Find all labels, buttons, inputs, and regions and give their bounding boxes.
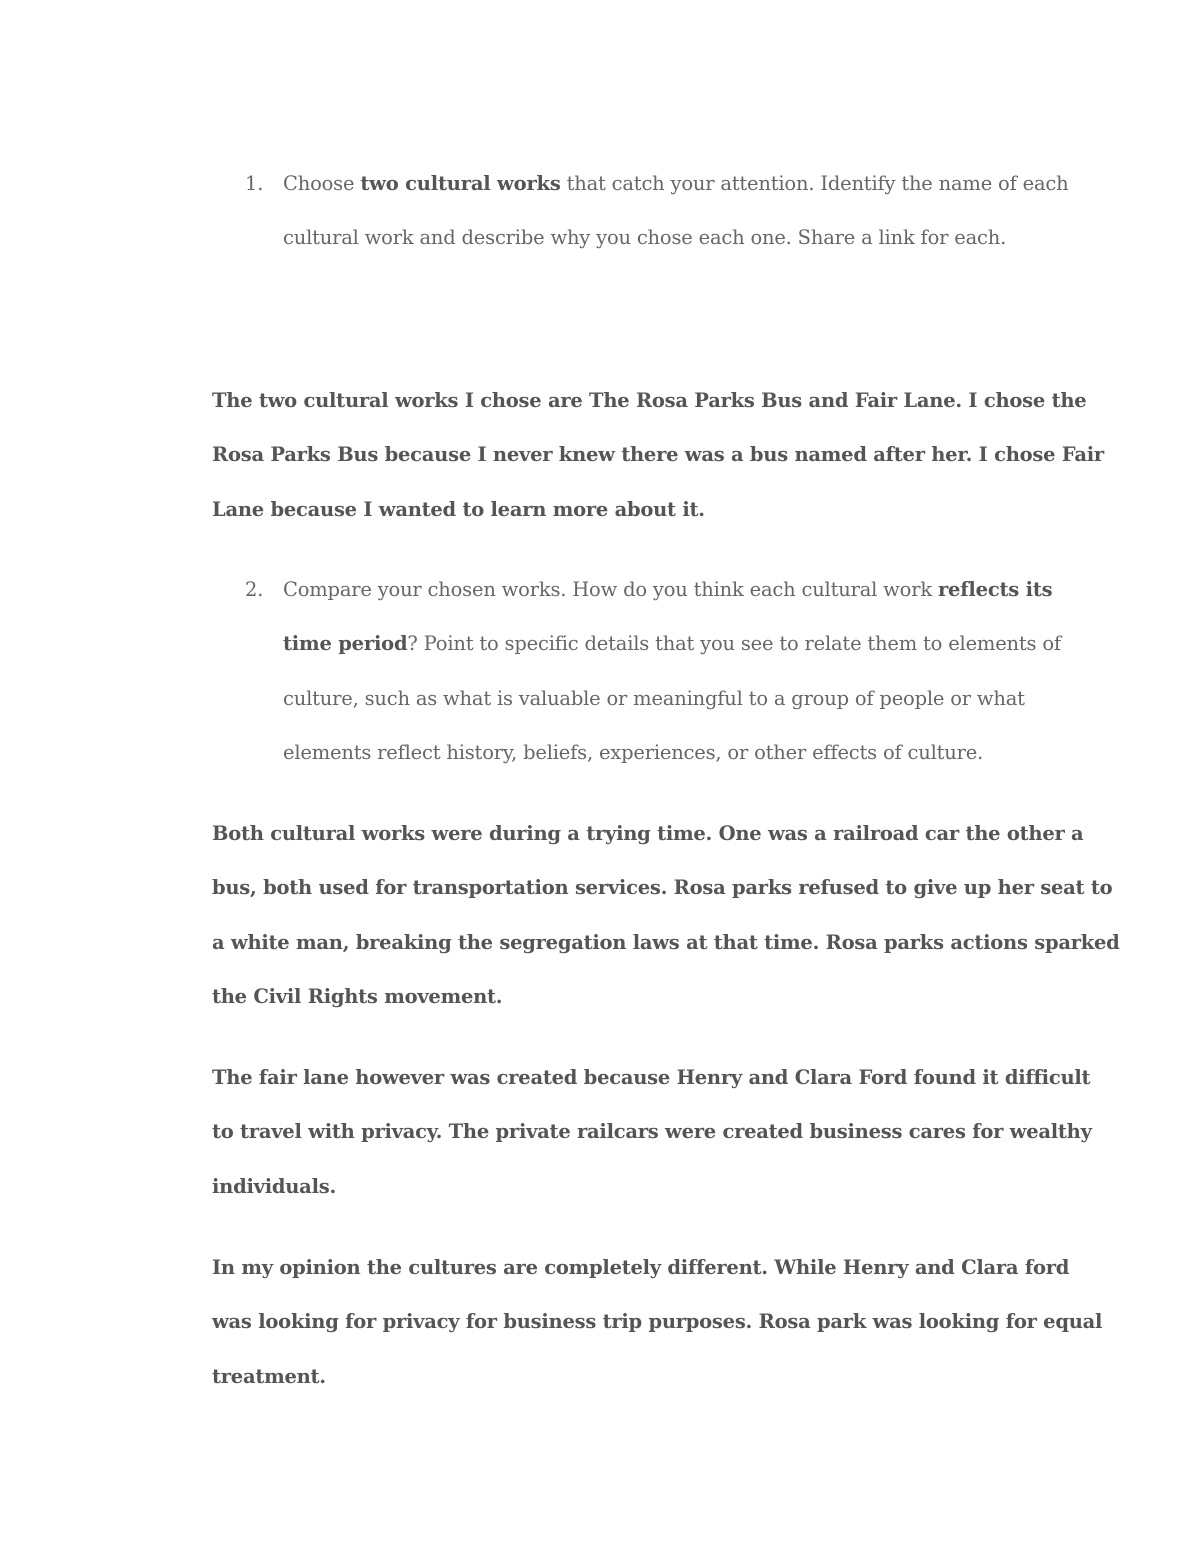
answer-line: treatment. [212,1364,326,1388]
answer-line: Both cultural works were during a trying time. One was a railroad car the other a [212,822,1084,845]
question-text [283,157,1073,266]
answer-paragraph-1 [212,374,1104,537]
question-run: Choose [283,172,361,195]
question-line [283,672,1073,726]
answer-line: The fair lane however was created because Henry and Clara Ford found it difficult [212,1066,1091,1089]
question-2 [245,563,1075,783]
question-1 [245,157,1075,267]
emphasis-text: time period [283,632,408,656]
question-number: 1. [245,172,264,195]
question-line [283,211,1073,265]
answer-line: was looking for privacy for business trip purposes. Rosa park was looking for equal [212,1310,1103,1334]
question-run: culture, such as what is valuable or meaningful to a group of people or what [283,686,1025,710]
answer-paragraph-3 [212,1051,1092,1214]
answer-line: to travel with privacy. The private railcars were created business cares for wealthy [212,1120,1092,1144]
question-line [283,563,1073,617]
emphasis-text: two cultural works [360,172,561,195]
question-line [283,726,1073,780]
answer-line: the Civil Rights movement. [212,984,503,1008]
answer-line: Lane because I wanted to learn more about it. [212,497,705,521]
answer-paragraph-2 [212,807,1120,1024]
question-run: ? Point to specific details that you see to relate them to elements of [407,632,1061,656]
question-run: elements reflect history, beliefs, experiences, or other effects of culture. [283,740,984,764]
question-number: 2. [245,578,264,601]
question-line [283,617,1073,671]
question-run: cultural work and describe why you chose each one. Share a link for each. [283,226,1007,250]
question-run: Compare your chosen works. How do you think each cultural work [283,578,938,601]
question-run: that catch your attention. Identify the name of each [560,172,1069,195]
answer-line: a white man, breaking the segregation laws at that time. Rosa parks actions sparked [212,930,1120,954]
answer-line: individuals. [212,1174,336,1198]
answer-line: bus, both used for transportation services. Rosa parks refused to give up her seat to [212,876,1113,900]
answer-paragraph-4 [212,1241,1103,1404]
answer-line: In my opinion the cultures are completely different. While Henry and Clara ford [212,1256,1070,1279]
answer-line: The two cultural works I chose are The Rosa Parks Bus and Fair Lane. I chose the [212,389,1087,412]
emphasis-text: reflects its [937,578,1053,601]
answer-line: Rosa Parks Bus because I never knew there was a bus named after her. I chose Fair [212,443,1104,467]
question-line [283,157,1073,211]
question-text [283,563,1073,780]
